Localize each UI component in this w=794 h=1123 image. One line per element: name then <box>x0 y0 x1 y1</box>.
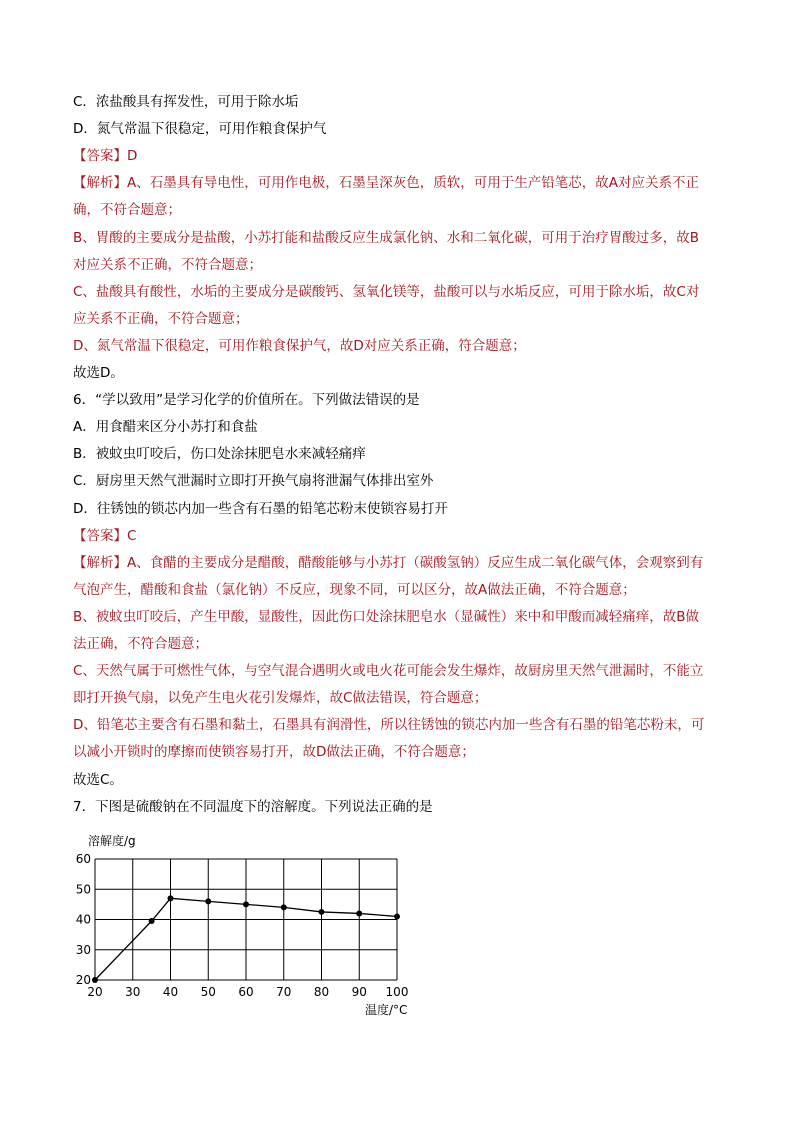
question-line <box>73 797 433 817</box>
analysis-line <box>73 742 475 762</box>
y-tick-label: 60 <box>75 852 91 866</box>
section-tag: 【答案】 <box>73 148 127 165</box>
y-tick-label: 30 <box>75 942 91 957</box>
line-text: 故选D。 <box>73 365 124 381</box>
line-text: B、胃酸的主要成分是盐酸，小苏打能和盐酸反应生成氯化钠、水和二氧化碳，可用于治疗胃酸过多，故B <box>73 229 700 246</box>
line-text: B、被蚊虫叮咬后，产生甲酸，显酸性，因此伤口处涂抹肥皂水（显碱性）来中和甲酸而减轻痛痒，故B做 <box>73 608 700 625</box>
line-text: 气泡产生，醋酸和食盐（氯化钠）不反应，现象不同，可以区分，故A做法正确，不符合题意； <box>73 581 636 598</box>
analysis-line <box>73 634 208 654</box>
data-point <box>356 910 362 916</box>
answer-line <box>73 146 137 166</box>
line-text: C．厨房里天然气泄漏时立即打开换气扇将泄漏气体排出室外 <box>73 473 434 490</box>
y-tick-label: 20 <box>75 973 91 987</box>
x-tick-label: 90 <box>351 985 367 999</box>
question-line <box>73 499 448 519</box>
section-tag: 【答案】 <box>73 527 127 544</box>
analysis-line <box>73 228 699 248</box>
line-text: B．被蚊虫叮咬后，伤口处涂抹肥皂水来减轻痛痒 <box>73 446 366 463</box>
analysis-line <box>73 715 704 735</box>
analysis-line <box>73 173 699 193</box>
x-tick-label: 50 <box>200 985 216 999</box>
line-text: D、铅笔芯主要含有石墨和黏土，石墨具有润滑性，所以往锈蚀的锁芯内加一些含有石墨的铅笔芯粉末，可 <box>73 717 705 734</box>
x-tick-label: 100 <box>385 985 409 999</box>
question-line <box>73 471 433 491</box>
y-tick-label: 40 <box>75 912 91 927</box>
data-point <box>319 909 325 915</box>
analysis-line <box>73 688 487 708</box>
line-text: 故选C。 <box>73 771 123 788</box>
data-point <box>243 901 249 907</box>
chart-ylabel: 溶解度/g <box>88 834 136 848</box>
question-line <box>73 119 326 139</box>
analysis-line <box>73 200 181 220</box>
question-line <box>73 92 298 112</box>
line-text: A、食醋的主要成分是醋酸，醋酸能够与小苏打（碳酸氢钠）反应生成二氧化碳气体，会观察到有 <box>127 554 704 571</box>
analysis-line <box>73 282 699 302</box>
data-point <box>168 895 174 901</box>
analysis-line <box>73 553 703 573</box>
question-line <box>73 390 420 410</box>
analysis-line <box>73 336 526 356</box>
line-text: D．往锈蚀的锁芯内加一些含有石墨的铅笔芯粉末使锁容易打开 <box>73 500 448 517</box>
x-tick-label: 40 <box>162 985 179 999</box>
line-text: 6．“学以致用”是学习化学的价值所在。下列做法错误的是 <box>73 392 420 409</box>
line-text: C <box>127 527 137 544</box>
answer-line <box>73 526 136 546</box>
data-point <box>281 904 287 910</box>
question-line <box>73 363 124 383</box>
line-text: 以减小开锁时的摩擦而使锁容易打开，故D做法正确，不符合题意； <box>73 744 475 761</box>
y-tick-label: 50 <box>75 882 91 897</box>
line-text: D．氮气常温下很稳定，可用作粮食保护气 <box>73 121 327 138</box>
line-text: D <box>127 148 138 165</box>
line-text: 7．下图是硫酸钠在不同温度下的溶解度。下列说法正确的是 <box>73 798 433 815</box>
data-point <box>149 918 155 924</box>
line-text: C．浓盐酸具有挥发性，可用于除水垢 <box>73 94 299 110</box>
line-text: A．用食醋来区分小苏打和食盐 <box>73 419 258 436</box>
question-line <box>73 444 366 464</box>
chart-xlabel: 温度/°C <box>365 1003 408 1017</box>
analysis-line <box>73 580 636 600</box>
line-text: D、氮气常温下很稳定，可用作粮食保护气，故D对应关系正确，符合题意； <box>73 337 526 354</box>
line-text: C、盐酸具有酸性，水垢的主要成分是碳酸钙、氢氧化镁等，盐酸可以与水垢反应，可用于除水垢，故C对 <box>73 283 700 300</box>
line-text: A、石墨具有导电性，可用作电极，石墨呈深灰色，质软，可用于生产铅笔芯，故A对应关系不正 <box>127 175 699 192</box>
line-text: C、天然气属于可燃性气体，与空气混合遇明火或电火花可能会发生爆炸，故厨房里天然气泄漏时，不能立 <box>73 663 704 680</box>
analysis-line <box>73 607 699 627</box>
analysis-line <box>73 661 703 681</box>
question-line <box>73 770 123 790</box>
analysis-line <box>73 255 262 275</box>
analysis-line <box>73 309 249 329</box>
section-tag: 【解析】 <box>73 554 127 571</box>
section-tag: 【解析】 <box>73 175 127 192</box>
question-line <box>73 417 258 437</box>
line-text: 应关系不正确，不符合题意； <box>73 310 249 327</box>
solubility-chart <box>60 825 440 1025</box>
line-text: 法正确，不符合题意； <box>73 636 208 652</box>
line-text: 即打开换气扇，以免产生电火花引发爆炸，故C做法错误，符合题意； <box>73 690 488 707</box>
x-tick-label: 80 <box>313 985 330 999</box>
data-point <box>394 913 400 919</box>
x-tick-label: 30 <box>125 985 141 999</box>
data-point <box>205 898 211 904</box>
line-text: 确，不符合题意； <box>73 202 181 219</box>
data-point <box>92 977 98 983</box>
line-text: 对应关系不正确，不符合题意； <box>73 256 262 273</box>
x-tick-label: 70 <box>276 985 292 999</box>
x-tick-label: 20 <box>87 985 103 999</box>
x-tick-label: 60 <box>238 985 254 999</box>
